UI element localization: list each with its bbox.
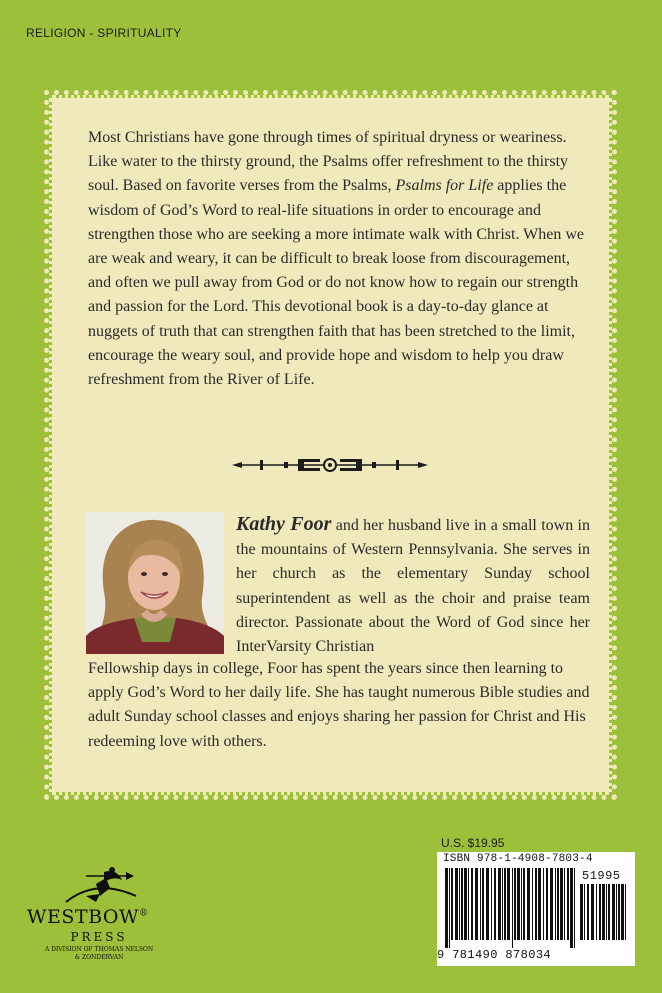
isbn-barcode [437,852,635,966]
price-label: U.S. $19.95 [441,836,505,850]
author-photo [86,512,224,654]
publisher-logo [24,866,174,986]
isbn-addon-digits: 51995 [582,869,621,883]
barcode-digits: 9 781490 878034 [437,948,552,962]
author-bio-wrap [236,512,590,659]
barcode-bars-icon [445,868,577,948]
archer-logo-icon [56,866,142,906]
author-bio-first: and her husband live in a small town in the mountains of Western Pennsylvania. She serves in her church as the elementary Sunday school superintendent as well as the choir and praise team director. Passionate about the Word of God since her InterVarsity Christian [236,517,590,656]
isbn-text: ISBN 978-1-4908-7803-4 [443,853,593,865]
ornament-divider-icon [232,455,428,475]
barcode-addon-bars-icon [580,884,630,948]
blurb-text-2: applies the wisdom of God’s Word to real-life situations in order to encourage and strengthen those who are seeking a more intimate walk with Christ. When we are weak and weary, it can be difficult to break loose from discouragement, and often we pull away from God or do not know how to regain our strength and passion for the Lord. This devotional book is a day-to-day glance at nuggets of truth that can strengthen faith that has been stretched to the limit, encourage the weary soul, and provide hope and wisdom to help you draw refreshment from the River of Life. [88,177,585,389]
blurb-text-1: Most Christians have gone through times of spiritual dryness or weariness. Like water to the thirsty ground, the Psalms offer refreshment to the thirsty soul. Based on favorite verses from the Psalms, [88,129,569,195]
publisher-division: A DIVISION OF THOMAS NELSON & ZONDERVAN [44,946,154,961]
category-label: RELIGION - SPIRITUALITY [26,26,182,40]
book-blurb [88,126,588,392]
author-name: Kathy Foor [236,513,332,535]
blurb-book-title: Psalms for Life [395,177,494,195]
publisher-name: WESTBOW® [27,906,149,928]
publisher-press: PRESS [70,930,128,944]
author-bio-rest: Fellowship days in college, Foor has spent the years since then learning to apply God’s Word to her daily life. She has taught numerous Bible studies and adult Sunday school classes and enjoys sharing her passion for Christ and His redeeming love with others. [88,660,590,750]
